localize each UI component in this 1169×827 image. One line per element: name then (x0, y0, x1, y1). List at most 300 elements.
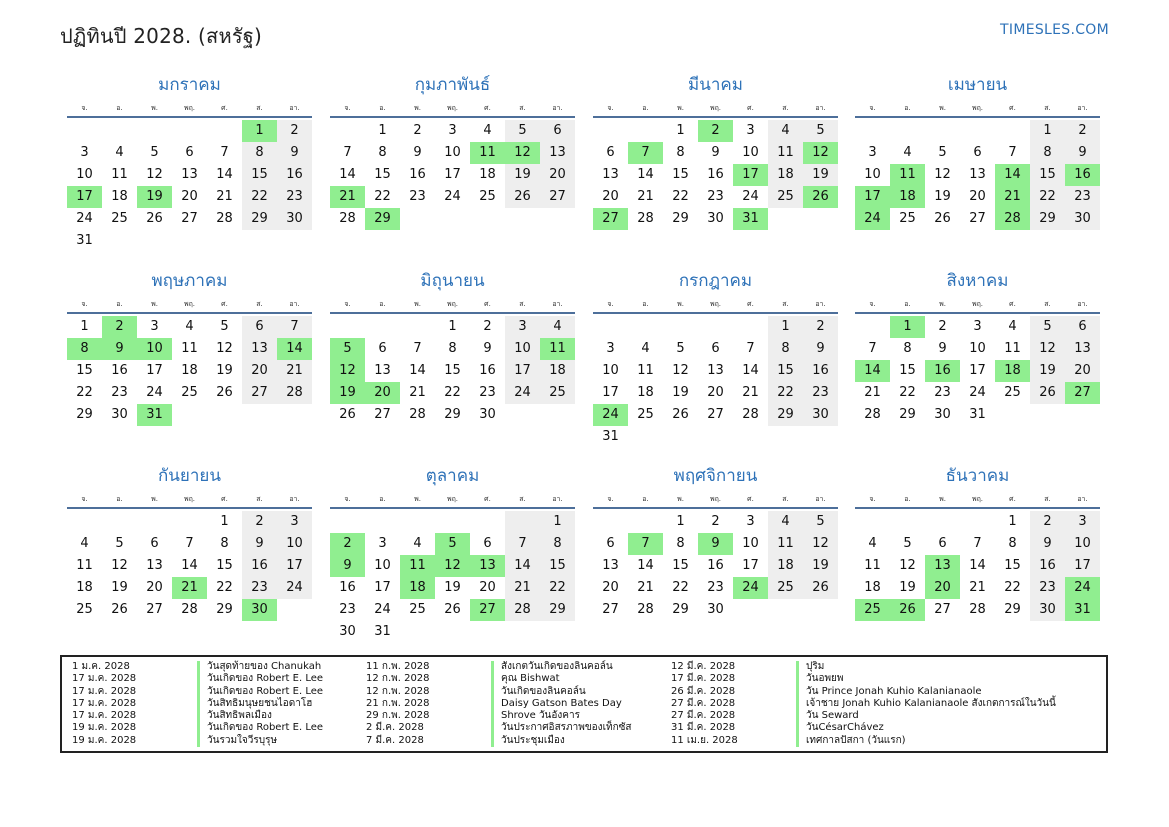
day-cell[interactable]: 4 (483, 123, 492, 138)
day-cell[interactable]: 16 (803, 360, 838, 382)
day-cell[interactable]: 8 (220, 536, 229, 551)
day-cell[interactable]: 3 (868, 145, 877, 160)
day-cell[interactable]: 23 (1065, 186, 1100, 208)
day-cell[interactable]: 4 (1008, 319, 1017, 334)
day-cell[interactable]: 24 (969, 385, 986, 400)
day-cell[interactable]: 15 (899, 363, 916, 378)
day-cell[interactable]: 14 (339, 167, 356, 182)
day-cell[interactable]: 5 (220, 319, 229, 334)
day-cell[interactable]: 7 (185, 536, 194, 551)
day-cell[interactable]: 25 (768, 186, 803, 208)
day-cell[interactable]: 27 (934, 602, 951, 617)
day-cell[interactable]: 27 (602, 602, 619, 617)
day-cell[interactable]: 4 (115, 145, 124, 160)
day-cell[interactable]: 24 (444, 189, 461, 204)
day-cell[interactable]: 20 (1065, 360, 1100, 382)
day-cell[interactable]: 14 (505, 555, 540, 577)
day-cell[interactable]: 6 (378, 341, 387, 356)
day-cell[interactable]: 25 (768, 577, 803, 599)
day-cell[interactable]: 28 (637, 211, 654, 226)
day-cell[interactable]: 3 (1065, 511, 1100, 533)
day-cell[interactable]: 25 (76, 602, 93, 617)
day-cell[interactable]: 26 (505, 186, 540, 208)
day-cell[interactable]: 21 (277, 360, 312, 382)
day-cell[interactable]: 15 (672, 167, 689, 182)
day-cell[interactable]: 10 (505, 338, 540, 360)
day-cell[interactable]: 4 (185, 319, 194, 334)
day-cell[interactable]: 19 (216, 363, 233, 378)
day-cell[interactable]: 12 (111, 558, 128, 573)
day-cell[interactable]: 27 (969, 211, 986, 226)
day-cell[interactable]: 27 (540, 186, 575, 208)
day-cell[interactable]: 8 (1008, 536, 1017, 551)
day-cell[interactable]: 13 (602, 167, 619, 182)
day-cell[interactable]: 9 (803, 338, 838, 360)
day-cell[interactable]: 29 (76, 407, 93, 422)
day-cell[interactable]: 10 (444, 145, 461, 160)
day-cell[interactable]: 18 (400, 577, 435, 599)
day-cell[interactable]: 12 (505, 142, 540, 164)
day-cell[interactable]: 21 (637, 189, 654, 204)
day-cell[interactable]: 2 (102, 316, 137, 338)
day-cell[interactable]: 13 (602, 558, 619, 573)
day-cell[interactable]: 28 (995, 208, 1030, 230)
day-cell[interactable]: 19 (444, 580, 461, 595)
day-cell[interactable]: 30 (339, 624, 356, 639)
day-cell[interactable]: 28 (637, 602, 654, 617)
day-cell[interactable]: 31 (969, 407, 986, 422)
day-cell[interactable]: 20 (925, 577, 960, 599)
day-cell[interactable]: 13 (470, 555, 505, 577)
day-cell[interactable]: 11 (111, 167, 128, 182)
day-cell[interactable]: 2 (1065, 120, 1100, 142)
day-cell[interactable]: 20 (479, 580, 496, 595)
day-cell[interactable]: 5 (676, 341, 685, 356)
day-cell[interactable]: 11 (637, 363, 654, 378)
day-cell[interactable]: 7 (277, 316, 312, 338)
day-cell[interactable]: 6 (1065, 316, 1100, 338)
day-cell[interactable]: 18 (76, 580, 93, 595)
day-cell[interactable]: 28 (409, 407, 426, 422)
day-cell[interactable]: 23 (409, 189, 426, 204)
day-cell[interactable]: 20 (969, 189, 986, 204)
day-cell[interactable]: 2 (242, 511, 277, 533)
day-cell[interactable]: 25 (479, 189, 496, 204)
day-cell[interactable]: 15 (672, 558, 689, 573)
day-cell[interactable]: 19 (899, 580, 916, 595)
day-cell[interactable]: 21 (637, 580, 654, 595)
day-cell[interactable]: 9 (483, 341, 492, 356)
day-cell[interactable]: 12 (146, 167, 163, 182)
day-cell[interactable]: 26 (444, 602, 461, 617)
day-cell[interactable]: 29 (768, 404, 803, 426)
day-cell[interactable]: 17 (146, 363, 163, 378)
day-cell[interactable]: 17 (1065, 555, 1100, 577)
day-cell[interactable]: 9 (698, 533, 733, 555)
day-cell[interactable]: 24 (742, 189, 759, 204)
day-cell[interactable]: 19 (672, 385, 689, 400)
day-cell[interactable]: 14 (637, 167, 654, 182)
day-cell[interactable]: 19 (111, 580, 128, 595)
day-cell[interactable]: 22 (76, 385, 93, 400)
day-cell[interactable]: 8 (676, 536, 685, 551)
day-cell[interactable]: 12 (435, 555, 470, 577)
day-cell[interactable]: 13 (969, 167, 986, 182)
day-cell[interactable]: 1 (1008, 514, 1017, 529)
day-cell[interactable]: 29 (672, 602, 689, 617)
day-cell[interactable]: 17 (277, 555, 312, 577)
day-cell[interactable]: 6 (242, 316, 277, 338)
day-cell[interactable]: 21 (969, 580, 986, 595)
day-cell[interactable]: 27 (146, 602, 163, 617)
day-cell[interactable]: 28 (277, 382, 312, 404)
day-cell[interactable]: 22 (672, 580, 689, 595)
day-cell[interactable]: 24 (505, 382, 540, 404)
day-cell[interactable]: 15 (374, 167, 391, 182)
day-cell[interactable]: 11 (1004, 341, 1021, 356)
day-cell[interactable]: 13 (1065, 338, 1100, 360)
day-cell[interactable]: 9 (242, 533, 277, 555)
day-cell[interactable]: 22 (242, 186, 277, 208)
day-cell[interactable]: 13 (925, 555, 960, 577)
day-cell[interactable]: 5 (150, 145, 159, 160)
day-cell[interactable]: 17 (969, 363, 986, 378)
day-cell[interactable]: 22 (899, 385, 916, 400)
day-cell[interactable]: 10 (602, 363, 619, 378)
day-cell[interactable]: 2 (277, 120, 312, 142)
day-cell[interactable]: 5 (903, 536, 912, 551)
day-cell[interactable]: 11 (181, 341, 198, 356)
day-cell[interactable]: 22 (374, 189, 391, 204)
day-cell[interactable]: 27 (470, 599, 505, 621)
day-cell[interactable]: 12 (330, 360, 365, 382)
day-cell[interactable]: 14 (969, 558, 986, 573)
day-cell[interactable]: 29 (540, 599, 575, 621)
day-cell[interactable]: 25 (855, 599, 890, 621)
day-cell[interactable]: 9 (102, 338, 137, 360)
day-cell[interactable]: 9 (938, 341, 947, 356)
day-cell[interactable]: 9 (413, 145, 422, 160)
day-cell[interactable]: 16 (479, 363, 496, 378)
day-cell[interactable]: 24 (593, 404, 628, 426)
day-cell[interactable]: 19 (137, 186, 172, 208)
day-cell[interactable]: 13 (374, 363, 391, 378)
day-cell[interactable]: 15 (768, 360, 803, 382)
day-cell[interactable]: 1 (1030, 120, 1065, 142)
day-cell[interactable]: 17 (505, 360, 540, 382)
day-cell[interactable]: 5 (330, 338, 365, 360)
day-cell[interactable]: 2 (483, 319, 492, 334)
day-cell[interactable]: 16 (339, 580, 356, 595)
day-cell[interactable]: 22 (1030, 186, 1065, 208)
day-cell[interactable]: 9 (1065, 142, 1100, 164)
day-cell[interactable]: 14 (742, 363, 759, 378)
day-cell[interactable]: 26 (216, 385, 233, 400)
day-cell[interactable]: 17 (444, 167, 461, 182)
day-cell[interactable]: 8 (242, 142, 277, 164)
day-cell[interactable]: 8 (676, 145, 685, 160)
day-cell[interactable]: 20 (365, 382, 400, 404)
day-cell[interactable]: 22 (768, 382, 803, 404)
day-cell[interactable]: 25 (181, 385, 198, 400)
day-cell[interactable]: 5 (1030, 316, 1065, 338)
day-cell[interactable]: 19 (330, 382, 365, 404)
day-cell[interactable]: 3 (746, 514, 755, 529)
day-cell[interactable]: 29 (1004, 602, 1021, 617)
day-cell[interactable]: 4 (540, 316, 575, 338)
day-cell[interactable]: 23 (707, 580, 724, 595)
day-cell[interactable]: 18 (637, 385, 654, 400)
day-cell[interactable]: 29 (216, 602, 233, 617)
day-cell[interactable]: 16 (1030, 555, 1065, 577)
day-cell[interactable]: 10 (76, 167, 93, 182)
day-cell[interactable]: 3 (150, 319, 159, 334)
day-cell[interactable]: 7 (413, 341, 422, 356)
day-cell[interactable]: 26 (339, 407, 356, 422)
day-cell[interactable]: 23 (277, 186, 312, 208)
day-cell[interactable]: 4 (868, 536, 877, 551)
day-cell[interactable]: 6 (973, 145, 982, 160)
day-cell[interactable]: 30 (242, 599, 277, 621)
day-cell[interactable]: 1 (220, 514, 229, 529)
day-cell[interactable]: 31 (137, 404, 172, 426)
day-cell[interactable]: 7 (1008, 145, 1017, 160)
day-cell[interactable]: 8 (1030, 142, 1065, 164)
day-cell[interactable]: 10 (864, 167, 881, 182)
day-cell[interactable]: 21 (330, 186, 365, 208)
day-cell[interactable]: 16 (925, 360, 960, 382)
day-cell[interactable]: 15 (216, 558, 233, 573)
day-cell[interactable]: 26 (146, 211, 163, 226)
day-cell[interactable]: 1 (378, 123, 387, 138)
day-cell[interactable]: 8 (768, 338, 803, 360)
day-cell[interactable]: 6 (606, 145, 615, 160)
day-cell[interactable]: 26 (803, 186, 838, 208)
day-cell[interactable]: 12 (934, 167, 951, 182)
day-cell[interactable]: 21 (864, 385, 881, 400)
day-cell[interactable]: 27 (374, 407, 391, 422)
day-cell[interactable]: 4 (768, 120, 803, 142)
day-cell[interactable]: 1 (676, 123, 685, 138)
day-cell[interactable]: 7 (343, 145, 352, 160)
day-cell[interactable]: 10 (742, 536, 759, 551)
day-cell[interactable]: 24 (733, 577, 768, 599)
day-cell[interactable]: 3 (746, 123, 755, 138)
day-cell[interactable]: 31 (733, 208, 768, 230)
day-cell[interactable]: 30 (111, 407, 128, 422)
day-cell[interactable]: 2 (1030, 511, 1065, 533)
day-cell[interactable]: 28 (742, 407, 759, 422)
day-cell[interactable]: 18 (890, 186, 925, 208)
day-cell[interactable]: 28 (216, 211, 233, 226)
day-cell[interactable]: 13 (540, 142, 575, 164)
day-cell[interactable]: 2 (330, 533, 365, 555)
day-cell[interactable]: 7 (628, 533, 663, 555)
day-cell[interactable]: 19 (803, 164, 838, 186)
day-cell[interactable]: 26 (111, 602, 128, 617)
day-cell[interactable]: 10 (137, 338, 172, 360)
day-cell[interactable]: 20 (602, 580, 619, 595)
day-cell[interactable]: 11 (470, 142, 505, 164)
day-cell[interactable]: 29 (672, 211, 689, 226)
day-cell[interactable]: 24 (855, 208, 890, 230)
day-cell[interactable]: 22 (216, 580, 233, 595)
day-cell[interactable]: 12 (216, 341, 233, 356)
day-cell[interactable]: 11 (76, 558, 93, 573)
site-link[interactable]: TIMESLES.COM (1000, 22, 1109, 38)
day-cell[interactable]: 1 (242, 120, 277, 142)
day-cell[interactable]: 9 (277, 142, 312, 164)
day-cell[interactable]: 9 (1030, 533, 1065, 555)
day-cell[interactable]: 6 (938, 536, 947, 551)
day-cell[interactable]: 13 (707, 363, 724, 378)
day-cell[interactable]: 14 (216, 167, 233, 182)
day-cell[interactable]: 23 (111, 385, 128, 400)
day-cell[interactable]: 4 (903, 145, 912, 160)
day-cell[interactable]: 24 (146, 385, 163, 400)
day-cell[interactable]: 18 (540, 360, 575, 382)
day-cell[interactable]: 15 (1030, 164, 1065, 186)
day-cell[interactable]: 15 (242, 164, 277, 186)
day-cell[interactable]: 29 (899, 407, 916, 422)
day-cell[interactable]: 14 (181, 558, 198, 573)
day-cell[interactable]: 22 (444, 385, 461, 400)
day-cell[interactable]: 10 (1065, 533, 1100, 555)
day-cell[interactable]: 11 (768, 533, 803, 555)
day-cell[interactable]: 26 (672, 407, 689, 422)
day-cell[interactable]: 10 (969, 341, 986, 356)
day-cell[interactable]: 8 (378, 145, 387, 160)
day-cell[interactable]: 31 (602, 429, 619, 444)
day-cell[interactable]: 5 (803, 511, 838, 533)
day-cell[interactable]: 27 (593, 208, 628, 230)
day-cell[interactable]: 29 (444, 407, 461, 422)
day-cell[interactable]: 28 (969, 602, 986, 617)
day-cell[interactable]: 2 (938, 319, 947, 334)
day-cell[interactable]: 4 (641, 341, 650, 356)
day-cell[interactable]: 4 (80, 536, 89, 551)
day-cell[interactable]: 26 (803, 577, 838, 599)
day-cell[interactable]: 2 (698, 120, 733, 142)
day-cell[interactable]: 18 (111, 189, 128, 204)
day-cell[interactable]: 20 (242, 360, 277, 382)
day-cell[interactable]: 23 (479, 385, 496, 400)
day-cell[interactable]: 8 (448, 341, 457, 356)
day-cell[interactable]: 28 (339, 211, 356, 226)
day-cell[interactable]: 10 (742, 145, 759, 160)
day-cell[interactable]: 19 (803, 555, 838, 577)
day-cell[interactable]: 1 (80, 319, 89, 334)
day-cell[interactable]: 17 (733, 164, 768, 186)
day-cell[interactable]: 19 (1030, 360, 1065, 382)
day-cell[interactable]: 20 (146, 580, 163, 595)
day-cell[interactable]: 8 (67, 338, 102, 360)
day-cell[interactable]: 15 (1004, 558, 1021, 573)
day-cell[interactable]: 16 (707, 167, 724, 182)
day-cell[interactable]: 6 (185, 145, 194, 160)
day-cell[interactable]: 15 (444, 363, 461, 378)
day-cell[interactable]: 23 (339, 602, 356, 617)
day-cell[interactable]: 3 (448, 123, 457, 138)
day-cell[interactable]: 5 (505, 120, 540, 142)
day-cell[interactable]: 18 (181, 363, 198, 378)
day-cell[interactable]: 17 (602, 385, 619, 400)
day-cell[interactable]: 13 (242, 338, 277, 360)
day-cell[interactable]: 25 (540, 382, 575, 404)
day-cell[interactable]: 23 (934, 385, 951, 400)
day-cell[interactable]: 27 (181, 211, 198, 226)
day-cell[interactable]: 6 (540, 120, 575, 142)
day-cell[interactable]: 28 (181, 602, 198, 617)
day-cell[interactable]: 1 (890, 316, 925, 338)
day-cell[interactable]: 30 (803, 404, 838, 426)
day-cell[interactable]: 12 (1030, 338, 1065, 360)
day-cell[interactable]: 31 (76, 233, 93, 248)
day-cell[interactable]: 6 (483, 536, 492, 551)
day-cell[interactable]: 9 (330, 555, 365, 577)
day-cell[interactable]: 17 (67, 186, 102, 208)
day-cell[interactable]: 18 (768, 555, 803, 577)
day-cell[interactable]: 30 (1065, 208, 1100, 230)
day-cell[interactable]: 27 (1065, 382, 1100, 404)
day-cell[interactable]: 3 (505, 316, 540, 338)
day-cell[interactable]: 25 (111, 211, 128, 226)
day-cell[interactable]: 5 (938, 145, 947, 160)
day-cell[interactable]: 30 (934, 407, 951, 422)
day-cell[interactable]: 24 (374, 602, 391, 617)
day-cell[interactable]: 25 (637, 407, 654, 422)
day-cell[interactable]: 21 (505, 577, 540, 599)
day-cell[interactable]: 3 (378, 536, 387, 551)
day-cell[interactable]: 22 (540, 577, 575, 599)
day-cell[interactable]: 17 (855, 186, 890, 208)
day-cell[interactable]: 21 (216, 189, 233, 204)
day-cell[interactable]: 7 (868, 341, 877, 356)
day-cell[interactable]: 23 (242, 577, 277, 599)
day-cell[interactable]: 31 (1065, 599, 1100, 621)
day-cell[interactable]: 3 (973, 319, 982, 334)
day-cell[interactable]: 14 (855, 360, 890, 382)
day-cell[interactable]: 11 (400, 555, 435, 577)
day-cell[interactable]: 21 (742, 385, 759, 400)
day-cell[interactable]: 11 (768, 142, 803, 164)
day-cell[interactable]: 10 (374, 558, 391, 573)
day-cell[interactable]: 20 (181, 189, 198, 204)
day-cell[interactable]: 16 (1065, 164, 1100, 186)
day-cell[interactable]: 5 (803, 120, 838, 142)
day-cell[interactable]: 20 (602, 189, 619, 204)
day-cell[interactable]: 16 (242, 555, 277, 577)
day-cell[interactable]: 26 (1030, 382, 1065, 404)
day-cell[interactable]: 3 (80, 145, 89, 160)
day-cell[interactable]: 16 (277, 164, 312, 186)
day-cell[interactable]: 7 (746, 341, 755, 356)
day-cell[interactable]: 27 (707, 407, 724, 422)
day-cell[interactable]: 31 (374, 624, 391, 639)
day-cell[interactable]: 28 (505, 599, 540, 621)
day-cell[interactable]: 24 (76, 211, 93, 226)
day-cell[interactable]: 26 (934, 211, 951, 226)
day-cell[interactable]: 20 (540, 164, 575, 186)
day-cell[interactable]: 8 (540, 533, 575, 555)
day-cell[interactable]: 22 (672, 189, 689, 204)
day-cell[interactable]: 4 (413, 536, 422, 551)
day-cell[interactable]: 15 (540, 555, 575, 577)
day-cell[interactable]: 14 (409, 363, 426, 378)
day-cell[interactable]: 17 (742, 558, 759, 573)
day-cell[interactable]: 12 (672, 363, 689, 378)
day-cell[interactable]: 1 (448, 319, 457, 334)
